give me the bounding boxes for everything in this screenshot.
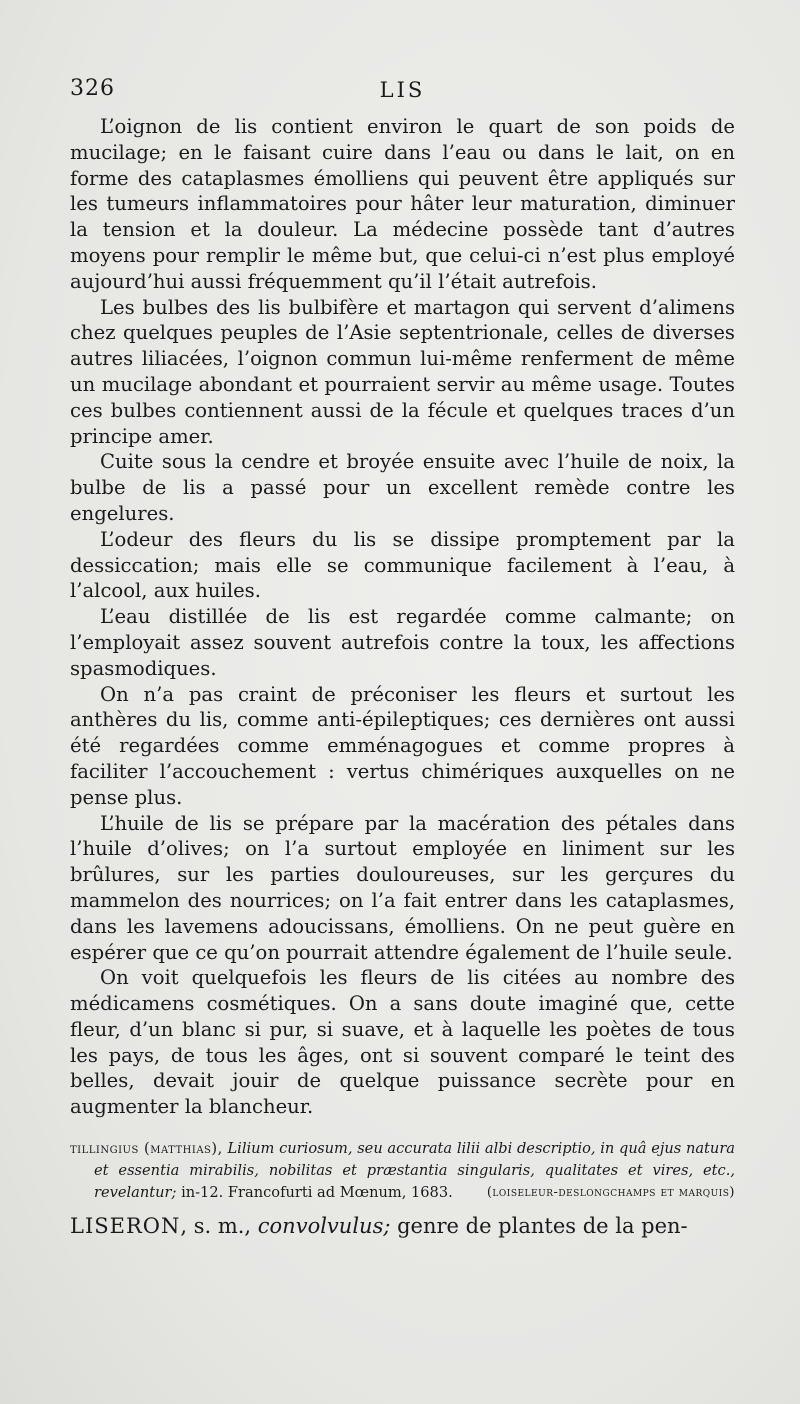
entry-headword: LISERON xyxy=(70,1214,181,1239)
reference-entry xyxy=(70,1138,735,1204)
bibliography xyxy=(70,1138,735,1204)
paragraph: L’huile de lis se prépare par la macération des pétales dans l’huile d’olives; on l’a surtout employée en liniment sur les brûlures, sur les parties douloureuses, sur les gerçures du mammelon des nourrices; on l’a fait entrer dans les cataplasmes, dans les lavemens adoucissans, émolliens. On ne peut guère en espérer que ce qu’on pourrait attendre également de l’huile seule. xyxy=(70,811,735,964)
entry-grammar: , s. m., xyxy=(180,1214,258,1239)
paragraph: L’oignon de lis contient environ le quart de son poids de mucilage; en le faisant cuire dans l’eau ou dans le lait, on en forme des cataplasmes émolliens qui peuvent être appliqués sur les tumeurs inflammatoires pour hâter leur maturation, diminuer la tension et la douleur. La médecine possède tant d’autres moyens pour remplir le même but, que celui-ci n’est plus employé aujourd’hui aussi fréquemment qu’il l’était autrefois. xyxy=(70,115,735,293)
reference-author: tillingius (matthias), xyxy=(70,1140,223,1158)
page-header xyxy=(70,70,735,114)
running-head: LIS xyxy=(379,78,426,102)
entry-text: genre de plantes de la pen- xyxy=(390,1214,688,1239)
paragraph: On voit quelquefois les fleurs de lis citées au nombre des médicamens cosmétiques. On a sans doute imaginé que, cette fleur, d’un blanc si pur, si suave, et à laquelle les poètes de tous les pays, de tous les âges, ont si souvent comparé le teint des belles, devait jouir de quelque puissance secrète pour en augmenter la blancheur. xyxy=(70,966,735,1119)
paragraph: L’odeur des fleurs du lis se dissipe promptement par la dessiccation; mais elle se communique facilement à l’eau, à l’alcool, aux huiles. xyxy=(70,527,735,603)
article-signature: (loiseleur-deslongchamps et marquis) xyxy=(486,1185,735,1201)
paragraph: Les bulbes des lis bulbifère et martagon qui servent d’alimens chez quelques peuples de l’Asie septentrionale, celles de diverses autres liliacées, l’oignon commun lui-même renferment de même un mucilage abondant et pourraient servir au même usage. Toutes ces bulbes contiennent aussi de la fécule et quelques traces d’un principe amer. xyxy=(70,295,735,448)
article-body xyxy=(70,114,735,1120)
reference-title: Lilium curiosum, seu accurata lilii albi descriptio, in quâ ejus natura et essentia mirabilis, nobilitas et præstantia singularis, qualitates et vires, etc., revelantur; xyxy=(94,1140,735,1202)
entry-latin-name: convolvulus; xyxy=(257,1214,391,1239)
page-number: 326 xyxy=(70,76,115,101)
reference-details: in-12. Francofurti ad Mœnum, 1683. xyxy=(181,1184,453,1202)
next-entry xyxy=(70,1212,735,1240)
book-page xyxy=(70,70,735,1390)
paragraph: Cuite sous la cendre et broyée ensuite avec l’huile de noix, la bulbe de lis a passé pour un excellent remède contre les engelures. xyxy=(70,450,735,525)
paragraph: On n’a pas craint de préconiser les fleurs et surtout les anthères du lis, comme anti-épileptiques; ces dernières ont aussi été regardées comme emménagogues et comme propres à faciliter l’accouchement : vertus chimériques auxquelles on ne pense plus. xyxy=(70,682,735,809)
paragraph: L’eau distillée de lis est regardée comme calmante; on l’employait assez souvent autrefois contre la toux, les affections spasmodiques. xyxy=(70,605,735,680)
